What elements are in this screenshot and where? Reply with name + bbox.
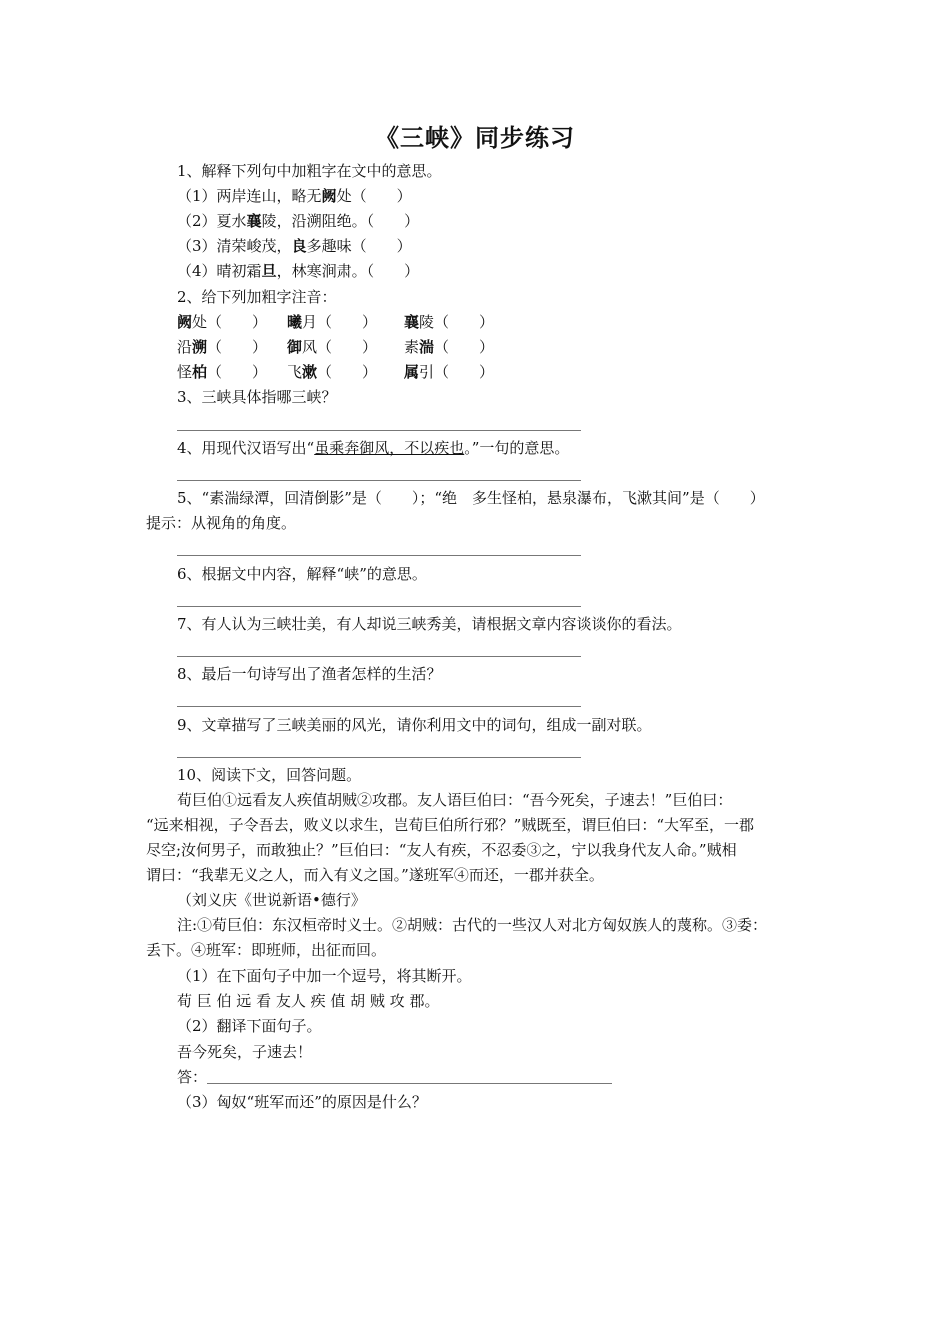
q6-prompt: 6、根据文中内容，解释“峡”的意思。 <box>177 565 427 583</box>
note-line: 丢下。④班军：即班师，出征而回。 <box>146 941 387 959</box>
q1-item: （1）两岸连山，略无阙处（ ） <box>177 187 412 205</box>
q4-prompt: 4、用现代汉语写出“虽乘奔御风，不以疾也。”一句的意思。 <box>177 439 570 457</box>
pinyin-item: 属引（ ） <box>404 363 495 381</box>
answer-line[interactable] <box>177 555 581 556</box>
answer-line[interactable] <box>177 430 581 431</box>
answer-line[interactable] <box>177 656 581 657</box>
sub-question-1: （1）在下面句子中加一个逗号，将其断开。 <box>177 967 472 985</box>
answer-line[interactable] <box>177 706 581 707</box>
quoted-sentence: 虽乘奔御风，不以疾也 <box>314 439 465 457</box>
passage-line: 荀巨伯①远看友人疾值胡贼②攻郡。友人语巨伯曰：“吾今死矣，子速去！”巨伯曰： <box>177 791 733 809</box>
pinyin-item: 御风（ ） <box>287 338 378 356</box>
q1-item: （3）清荣峻茂，良多趣味（ ） <box>177 237 412 255</box>
sentence-to-translate: 吾今死矣，子速去！ <box>177 1043 313 1061</box>
q8-prompt: 8、最后一句诗写出了渔者怎样的生活？ <box>177 665 442 683</box>
pinyin-item: 曦月（ ） <box>287 313 378 331</box>
answer-line[interactable] <box>177 480 581 481</box>
answer-line[interactable] <box>207 1083 612 1084</box>
answer-line[interactable] <box>177 606 581 607</box>
pinyin-item: 怪柏（ ） <box>177 363 268 381</box>
sub-question-3: （3）匈奴“班军而还”的原因是什么？ <box>177 1093 427 1111</box>
pinyin-item: 飞漱（ ） <box>287 363 378 381</box>
passage-source: （刘义庆《世说新语•德行》 <box>177 891 366 909</box>
sentence-to-punctuate: 荀 巨 伯 远 看 友人 疾 值 胡 贼 攻 郡。 <box>177 992 440 1010</box>
q9-prompt: 9、文章描写了三峡美丽的风光，请你利用文中的词句，组成一副对联。 <box>177 716 652 734</box>
passage-line: “远来相视，子令吾去，败义以求生，岂荀巨伯所行邪？”贼既至，谓巨伯曰：“大军至，一郡 <box>146 816 755 834</box>
page-title: 《三峡》同步练习 <box>375 124 575 152</box>
q7-prompt: 7、有人认为三峡壮美，有人却说三峡秀美，请根据文章内容谈谈你的看法。 <box>177 615 682 633</box>
pinyin-item: 阙处（ ） <box>177 313 268 331</box>
q5-prompt: 5、“素湍绿潭，回清倒影”是（ ）；“绝 多生怪柏，悬泉瀑布，飞漱其间”是（ ） <box>177 489 765 507</box>
q2-prompt: 2、给下列加粗字注音： <box>177 288 337 306</box>
pinyin-item: 素湍（ ） <box>404 338 495 356</box>
pinyin-item: 沿溯（ ） <box>177 338 268 356</box>
note-line: 注:①荀巨伯：东汉桓帝时义士。②胡贼：古代的一些汉人对北方匈奴族人的蔑称。③委： <box>177 916 768 934</box>
q1-item: （2）夏水襄陵，沿溯阻绝。（ ） <box>177 212 420 230</box>
q3-prompt: 3、三峡具体指哪三峡？ <box>177 388 337 406</box>
sub-question-2: （2）翻译下面句子。 <box>177 1017 322 1035</box>
passage-line: 尽空;汝何男子，而敢独止？”巨伯曰：“友人有疾，不忍委③之，宁以我身代友人命。”贼相 <box>146 841 737 859</box>
q10-prompt: 10、阅读下文，回答问题。 <box>177 766 362 784</box>
q1-prompt: 1、解释下列句中加粗字在文中的意思。 <box>177 162 442 180</box>
q5-hint: 提示：从视角的角度。 <box>146 514 297 532</box>
q1-item: （4）晴初霜旦，林寒涧肃。（ ） <box>177 262 420 280</box>
answer-line[interactable] <box>177 757 581 758</box>
answer-label: 答： <box>177 1068 208 1086</box>
passage-line: 谓曰：“我辈无义之人，而入有义之国。”遂班军④而还，一郡并获全。 <box>146 866 604 884</box>
pinyin-item: 襄陵（ ） <box>404 313 495 331</box>
